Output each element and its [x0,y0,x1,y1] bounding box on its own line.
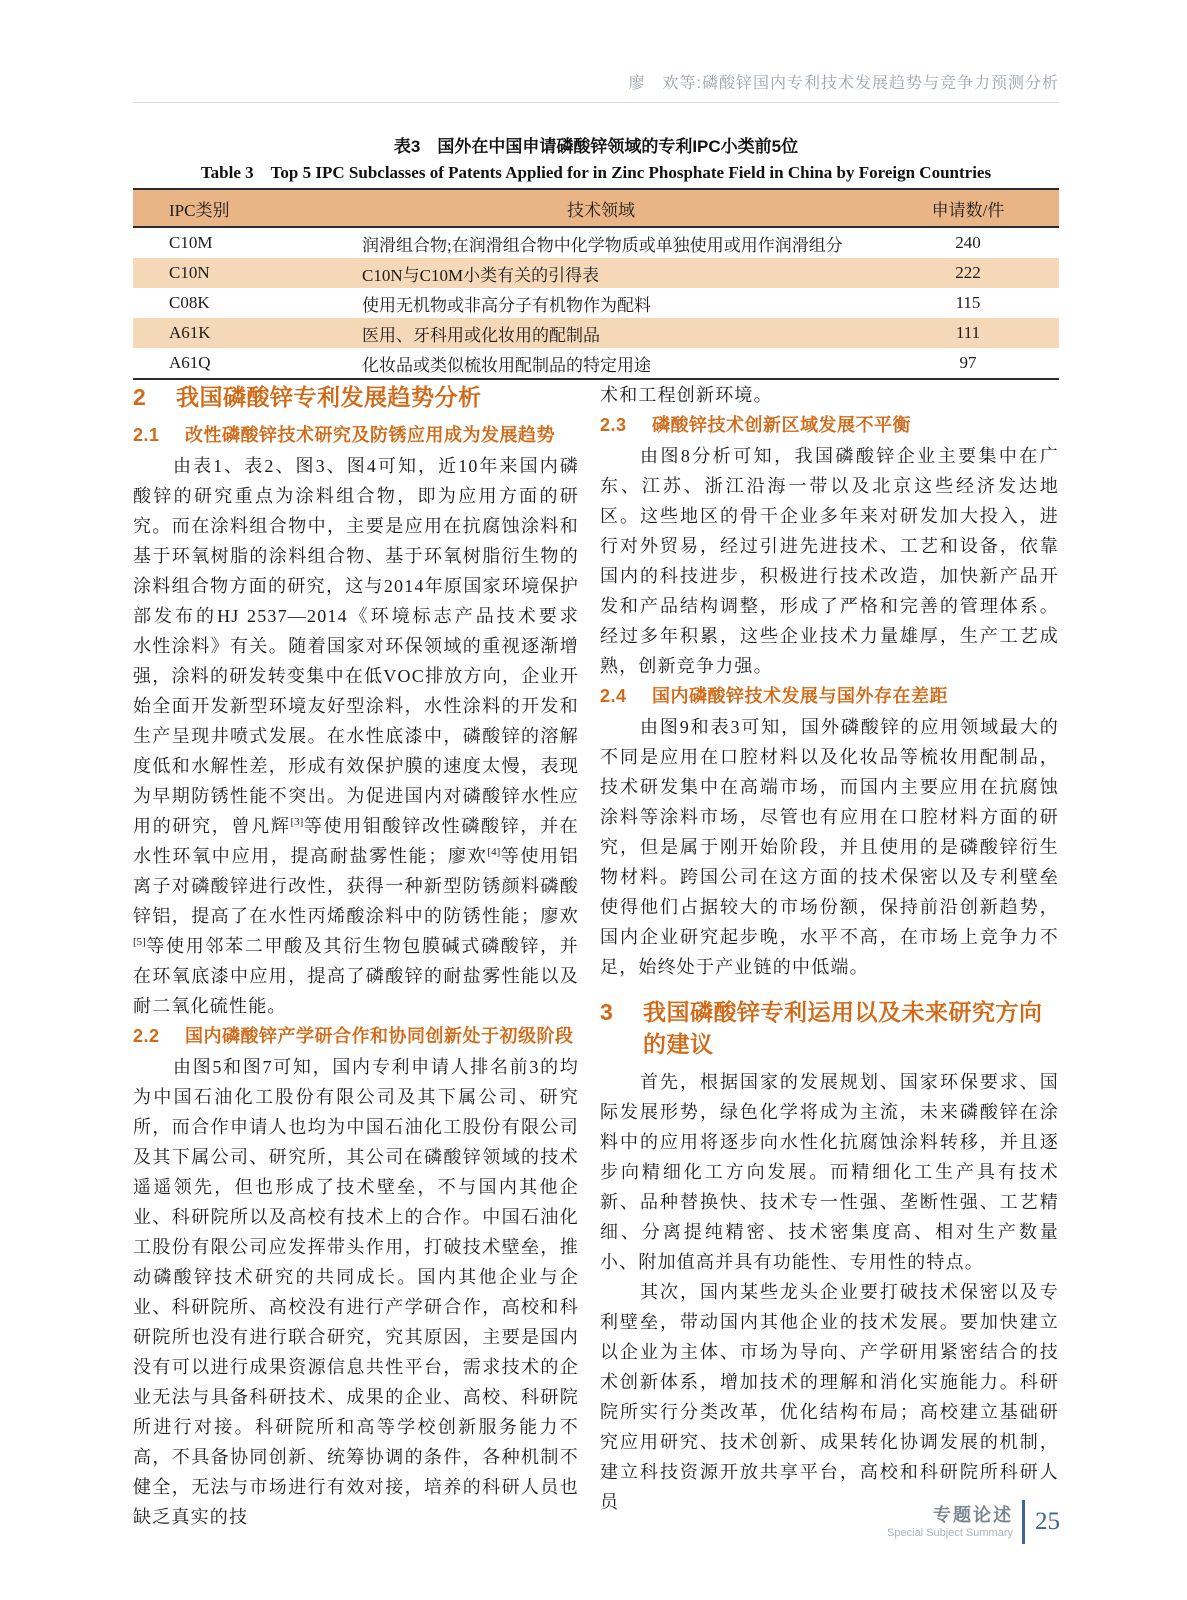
table-row [133,348,1059,379]
section-number: 2 [133,384,147,410]
section-title: 磷酸锌技术创新区域发展不平衡 [652,415,911,435]
section-heading [600,681,1059,711]
section-heading [600,996,1059,1060]
section-heading [133,1021,579,1051]
table-cell: C10N与C10M小类有关的引得表 [362,265,600,285]
footer-section-labels [887,1504,1022,1541]
table-caption-en: Table 3 Top 5 IPC Subclasses of Patents Applied for in Zinc Phosphate Field in China by Foreign Countries [200,163,992,182]
section-heading [133,420,579,450]
paragraph: 其次，国内某些龙头企业要打破技术保密以及专利壁垒，带动国内其他企业的技术发展。要加快建立以企业为主体、市场为导向、产学研用紧密结合的技术创新体系，增加技术的理解和消化实施能力。科研院所实行分类改革，优化结构布局；高校建立基础研究应用研究、技术创新、成果转化协调发展的机制，建立科技资源开放共享平台，高校和科研院所科研人员 [600,1282,1059,1512]
table-cell: C10N [169,263,210,282]
page-footer [887,1500,1060,1544]
table-cell: 240 [955,233,981,252]
section-heading [600,410,1059,440]
footer-section-title-en: Special Subject Summary [887,1526,1013,1539]
section-number: 2.4 [600,686,627,706]
section-number: 2.3 [600,415,627,435]
table-cell: 111 [955,323,981,342]
table-row [133,288,1059,318]
reference-marker: [5] [133,936,146,948]
table-header [133,189,1059,227]
table-body [133,227,1059,379]
page-number: 25 [1035,1508,1060,1535]
table-cell: 润滑组合物;在润滑组合物中化学物质或单独使用或用作润滑组分 [362,235,843,255]
column-header-ipc: IPC类别 [169,200,230,220]
column-header-count: 申请数/件 [931,200,1005,220]
table-row [133,318,1059,348]
paragraph: 由图5和图7可知，国内专利申请人排名前3的均为中国石油化工股份有限公司及其下属公司、研究所，而合作申请人也均为中国石油化工股份有限公司及其下属公司、研究所，其公司在磷酸锌领域的技术遥遥领先，但也形成了技术壁垒，不与国内其他企业、科研院所以及高校有技术上的合作。中国石油化工股份有限公司应发挥带头作用，打破技术壁垒，推动磷酸锌技术研究的共同成长。国内其他企业与企业、科研院所、高校没有进行产学研合作，高校和科研院所也没有进行联合研究，究其原因，主要是国内没有可以进行成果资源信息共性平台，需求技术的企业无法与具备科研技术、成果的企业、高校、科研院所进行对接。科研院所和高等学校创新服务能力不高，不具备协同创新、统筹协调的条件，各种机制不健全，无法与市场进行有效对接，培养的科研人员也缺乏真实的技 [133,1057,579,1527]
section-number: 2.1 [133,425,160,445]
running-head: 廖 欢等:磷酸锌国内专利技术发展趋势与竞争力预测分析 [133,70,1059,103]
paragraph: 术和工程创新环境。 [600,385,773,405]
table-row [133,227,1059,258]
paragraph: 首先，根据国家的发展规划、国家环保要求、国际发展形势，绿色化学将成为主流，未来磷酸锌在涂料中的应用将逐步向水性化抗腐蚀涂料转移，并且逐步向精细化工方向发展。而精细化工生产具有技术新、品种替换快、技术专一性强、垄断性强、工艺精细、分离提纯精密、技术密集度高、相对生产数量小、附加值高并具有功能性、专用性的特点。 [600,1072,1059,1272]
table-header-row [133,189,1059,227]
right-column [600,380,1059,1532]
table-cell: 化妆品或类似梳妆用配制品的特定用途 [362,355,651,375]
table-cell: 使用无机物或非高分子有机物作为配料 [362,295,651,315]
table-cell: C08K [169,293,210,312]
section-heading [133,381,579,413]
paragraph: 由图9和表3可知，国外磷酸锌的应用领域最大的不同是应用在口腔材料以及化妆品等梳妆用配制品，技术研发集中在高端市场，而国内主要应用在抗腐蚀涂料等涂料市场，尽管也有应用在口腔材料方面的研究，但是属于刚开始阶段，并且使用的是磷酸锌衍生物材料。跨国公司在这方面的技术保密以及专利壁垒使得他们占据较大的市场份额，保持前沿创新趋势，国内企业研究起步晚，水平不高，在市场上竞争力不足，始终处于产业链的中低端。 [600,717,1059,977]
column-header-field: 技术领域 [567,200,635,220]
reference-marker: [4] [487,846,501,858]
reference-marker: [3] [290,816,304,828]
table-cell: C10M [169,233,213,252]
table-cell: 115 [955,293,981,312]
section-number: 2.2 [133,1026,160,1046]
section-title: 国内磷酸锌产学研合作和协同创新处于初级阶段 [185,1026,574,1046]
body-columns [133,380,1059,1532]
section-title: 我国磷酸锌专利发展趋势分析 [176,384,482,410]
section-title: 国内磷酸锌技术发展与国外存在差距 [652,686,948,706]
section-title: 改性磷酸锌技术研究及防锈应用成为发展趋势 [185,425,555,445]
paragraph: 由表1、表2、图3、图4可知，近10年来国内磷酸锌的研究重点为涂料组合物，即为应用方面的研究。而在涂料组合物中，主要是应用在抗腐蚀涂料和基于环氧树脂的涂料组合物、基于环氧树脂衍生物的涂料组合物方面的研究，这与2014年原国家环境保护部发布的HJ 2537—2014《环境标志产品技术要求 水性涂料》有关。随着国家对环保领域的重视逐渐增强，涂料的研发转变集中在低VOC排放方向，企业开始全面开发新型环境友好型涂料，水性涂料的开发和生产呈现井喷式发展。在水性底漆中，磷酸锌的溶解度低和水解性差，形成有效保护膜的速度太慢，表现为早期防锈性能不突出。为促进国内对磷酸锌水性应用的研究，曾凡辉[3]等使用钼酸锌改性磷酸锌，并在水性环氧中应用，提高耐盐雾性能；廖欢[4]等使用铝离子对磷酸锌进行改性，获得一种新型防锈颜料磷酸锌铝，提高了在水性丙烯酸涂料中的防锈性能；廖欢[5]等使用邻苯二甲酸及其衍生物包膜碱式磷酸锌，并在环氧底漆中应用，提高了磷酸锌的耐盐雾性能以及耐二氧化硫性能。 [133,456,599,1016]
table-cell: 222 [955,263,981,282]
footer-section-title-zh: 专题论述 [933,1504,1013,1525]
table-cell: 97 [959,353,977,372]
table-row [133,258,1059,288]
table-cell: A61Q [169,353,211,372]
table-cell: 医用、牙科用或化妆用的配制品 [362,325,600,345]
ipc-table [133,188,1059,380]
section-title: 我国磷酸锌专利运用以及未来研究方向的建议 [643,999,1043,1057]
paragraph: 由图8分析可知，我国磷酸锌企业主要集中在广东、江苏、浙江沿海一带以及北京这些经济发达地区。这些地区的骨干企业多年来对研发加大投入，进行对外贸易，经过引进先进技术、工艺和设备，依靠国内的科技进步，积极进行技术改造，加快新产品开发和产品结构调整，形成了严格和完善的管理体系。经过多年积累，这些企业技术力量雄厚，生产工艺成熟，创新竞争力强。 [600,446,1059,676]
table-cell: A61K [169,323,211,342]
section-number: 3 [600,999,614,1025]
left-column [133,380,599,1532]
table-caption-zh: 表3 国外在中国申请磷酸锌领域的专利IPC小类前5位 [393,137,799,156]
